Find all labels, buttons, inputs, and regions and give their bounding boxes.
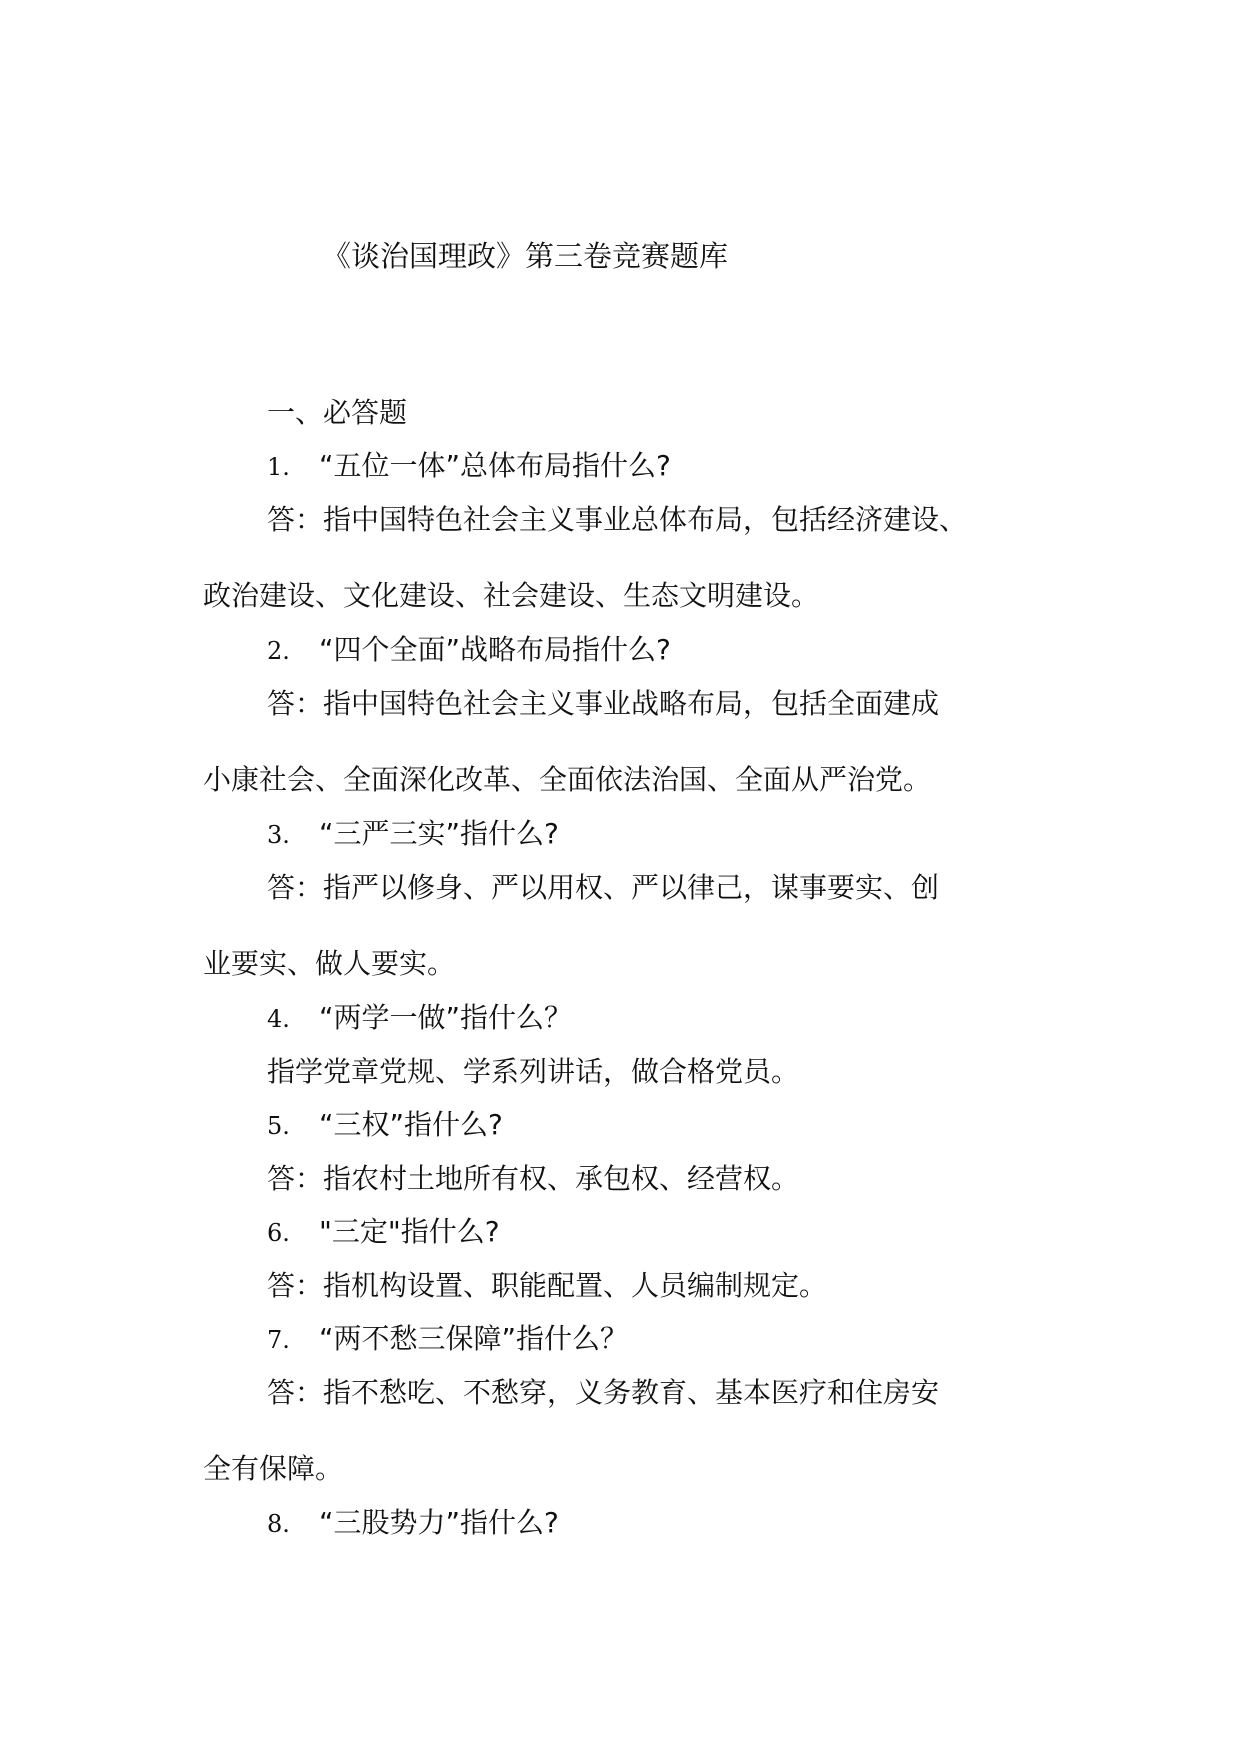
question-number: 8. <box>267 1510 290 1538</box>
question-number: 3. <box>267 821 290 849</box>
question-text: “两不愁三保障”指什么？ <box>319 1322 629 1355</box>
answer-6-line-1: 答：指机构设置、职能配置、人员编制规定。 <box>267 1269 828 1302</box>
question-number: 7. <box>267 1326 290 1354</box>
question-text: “四个全面”战略布局指什么? <box>319 633 671 666</box>
answer-4-line-1: 指学党章党规、学系列讲话，做合格党员。 <box>267 1055 800 1088</box>
question-number: 1. <box>267 453 290 481</box>
answer-2-line-1: 答：指中国特色社会主义事业战略布局，包括全面建成 <box>267 687 940 720</box>
answer-1-line-2: 政治建设、文化建设、社会建设、生态文明建设。 <box>203 579 820 612</box>
question-2 <box>267 630 671 671</box>
question-text: “五位一体”总体布局指什么? <box>319 449 671 482</box>
question-4 <box>267 998 572 1039</box>
answer-3-line-1: 答：指严以修身、严以用权、严以律己，谋事要实、创 <box>267 871 940 904</box>
answer-2-line-2: 小康社会、全面深化改革、全面依法治国、全面从严治党。 <box>203 763 932 796</box>
section-heading: 一、必答题 <box>267 396 408 429</box>
answer-7-line-2: 全有保障。 <box>203 1452 344 1485</box>
answer-7-line-1: 答：指不愁吃、不愁穿，义务教育、基本医疗和住房安 <box>267 1376 940 1409</box>
question-text: "三定"指什么? <box>319 1215 500 1248</box>
answer-1-line-1: 答：指中国特色社会主义事业总体布局，包括经济建设、 <box>267 503 968 536</box>
question-text: “两学一做”指什么？ <box>319 1001 573 1034</box>
question-number: 2. <box>267 637 290 665</box>
question-7 <box>267 1319 628 1360</box>
question-text: “三权”指什么? <box>319 1108 503 1141</box>
question-5 <box>267 1105 503 1146</box>
question-6 <box>267 1212 500 1253</box>
question-8 <box>267 1503 559 1544</box>
question-number: 6. <box>267 1219 290 1247</box>
question-1 <box>267 446 671 487</box>
question-3 <box>267 814 559 855</box>
answer-3-line-2: 业要实、做人要实。 <box>203 947 456 980</box>
document-title: 《谈治国理政》第三卷竞赛题库 <box>322 239 729 273</box>
question-text: “三严三实”指什么? <box>319 817 559 850</box>
question-number: 4. <box>267 1005 290 1033</box>
question-text: “三股势力”指什么? <box>319 1506 559 1539</box>
question-number: 5. <box>267 1112 290 1140</box>
answer-5-line-1: 答：指农村土地所有权、承包权、经营权。 <box>267 1162 800 1195</box>
